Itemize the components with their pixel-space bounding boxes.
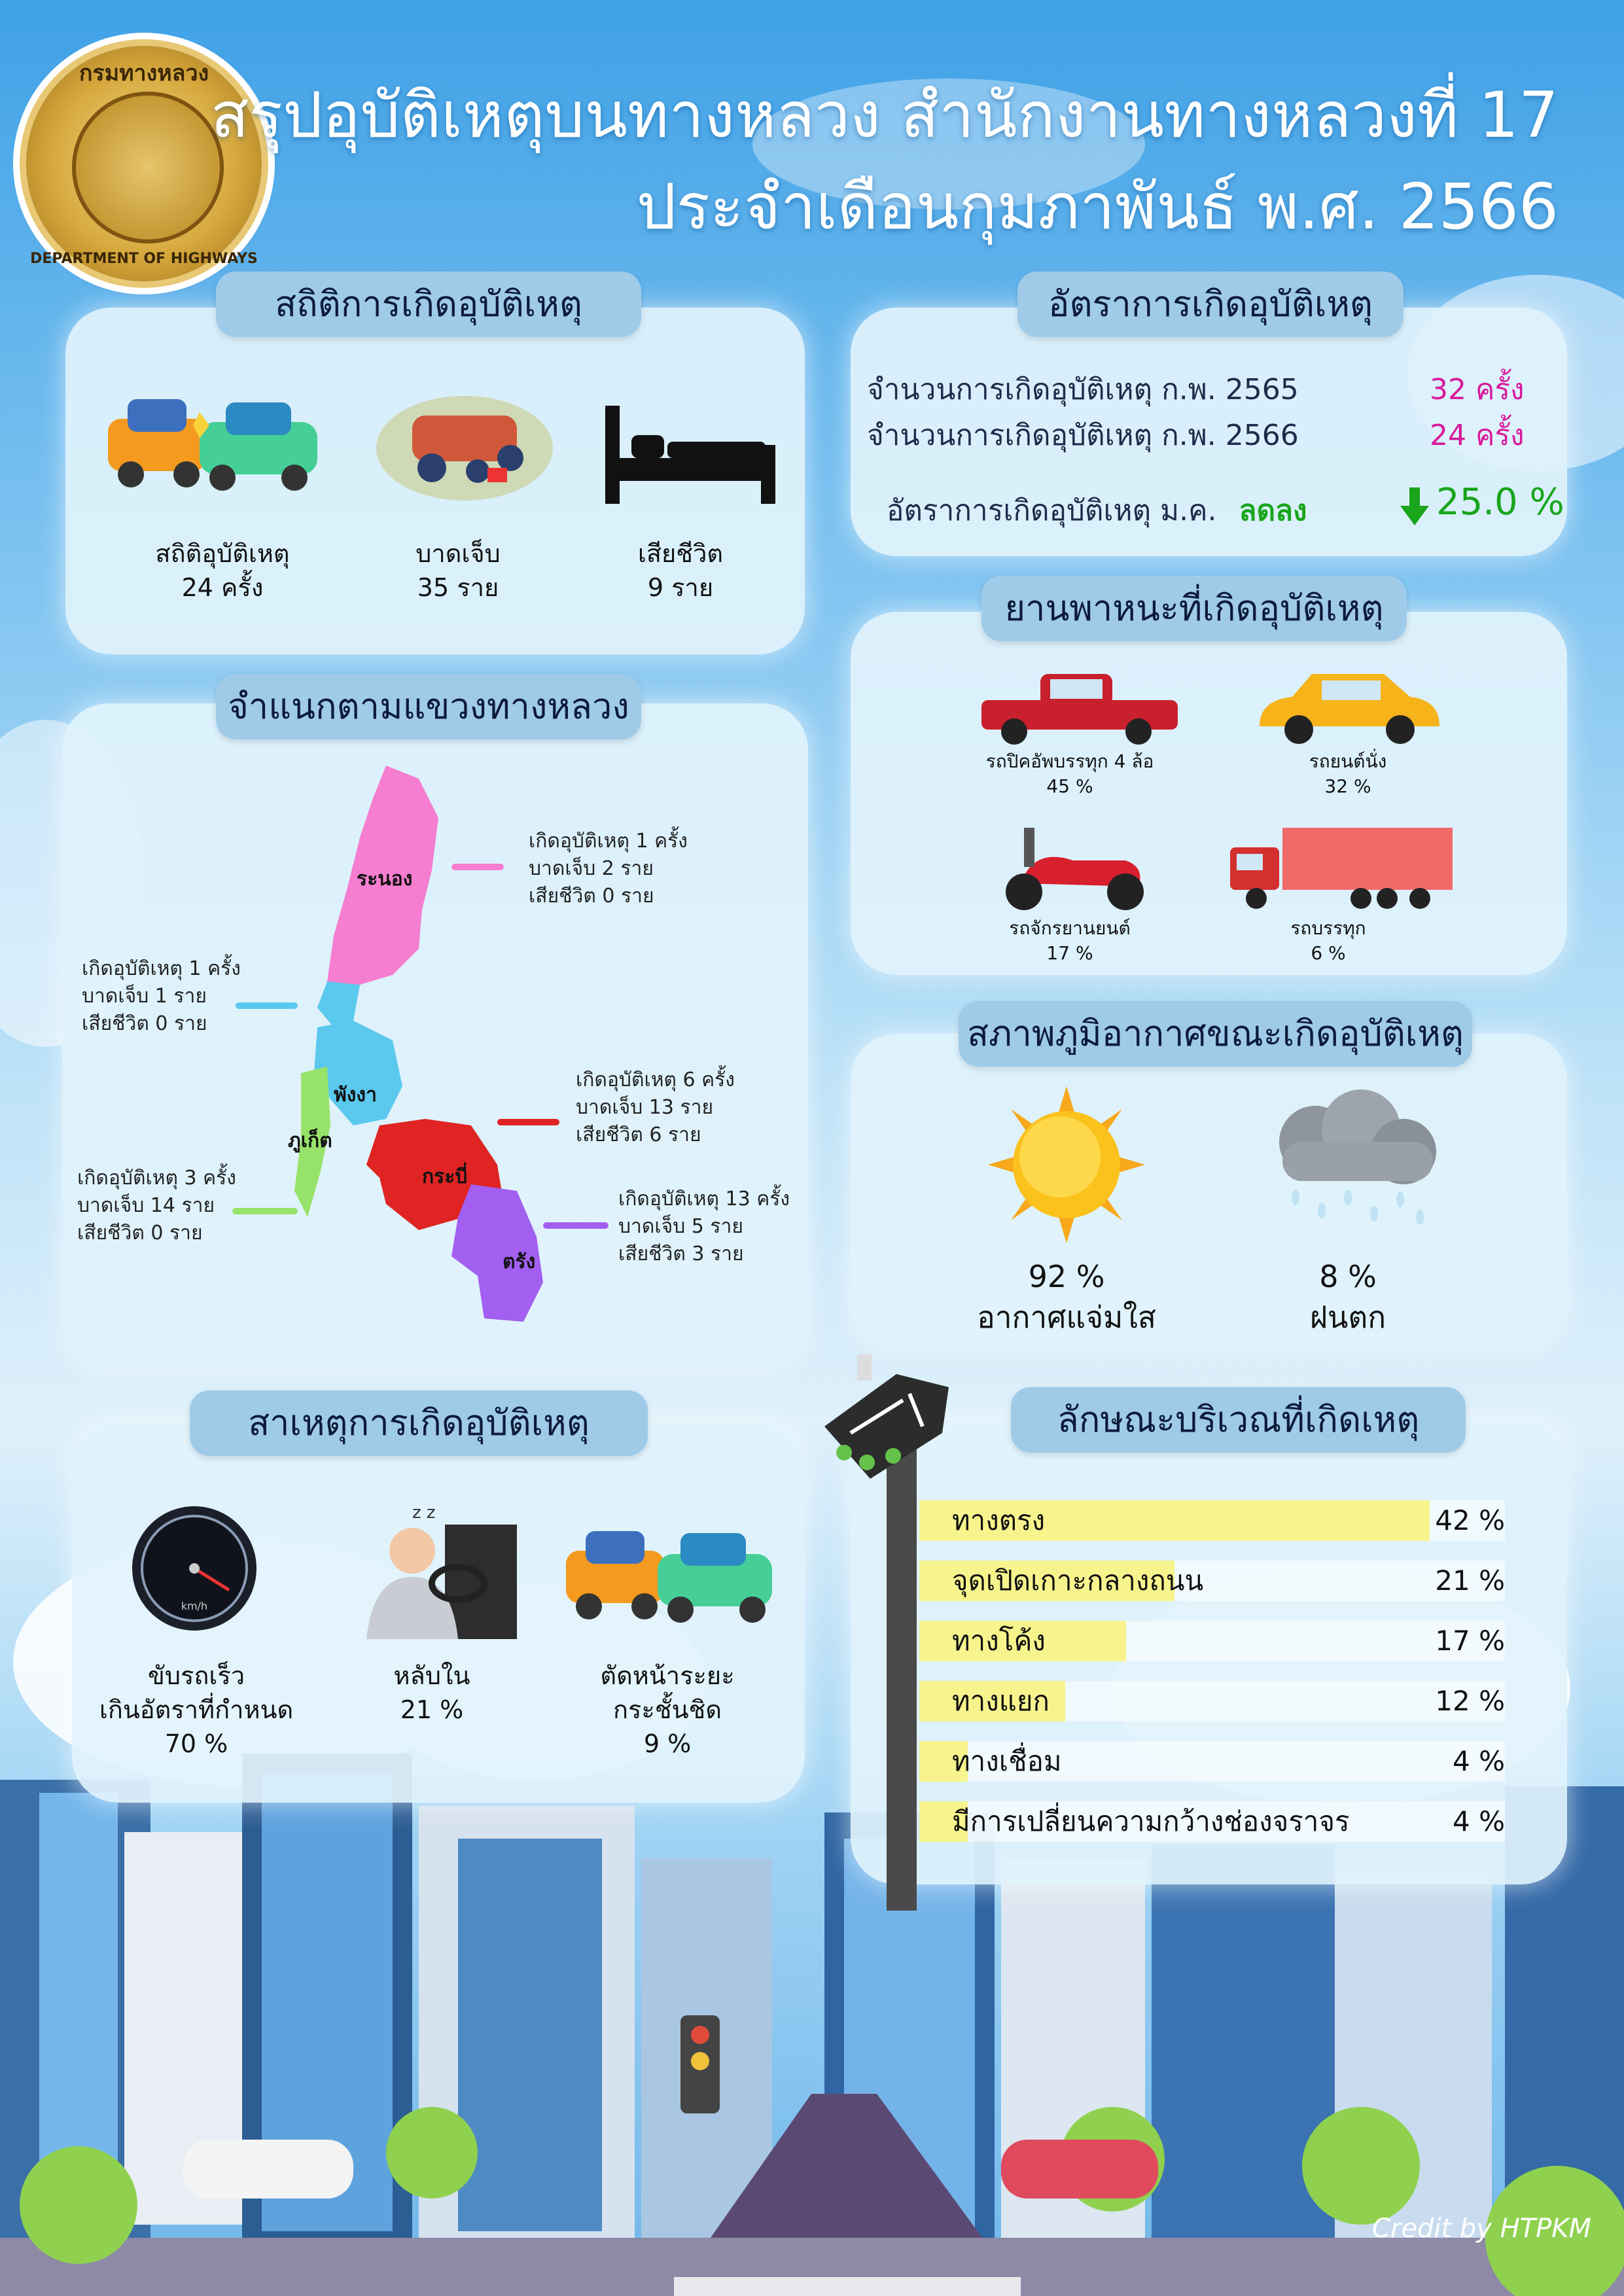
vehicle-motorcycle [959, 916, 1181, 966]
cause-pct: 21 % [400, 1695, 464, 1724]
rate-row-value: 32 ครั้ง [1430, 373, 1525, 406]
map-label-phuket: ภูเก็ต [288, 1129, 332, 1152]
weather-label: อากาศแจ่มใส [977, 1299, 1156, 1335]
cause-label: เกินอัตราที่กำหนด [99, 1695, 294, 1724]
phang-nga-north-region [317, 981, 360, 1027]
rate-summary-value: 25.0 % [1436, 481, 1564, 523]
location-bar-row [919, 1500, 1505, 1541]
down-arrow-icon [1400, 487, 1429, 525]
location-bar-pct: 42 % [1435, 1504, 1505, 1536]
note-line: เสียชีวิต 0 ราย [77, 1222, 203, 1245]
location-bar-label: จุดเปิดเกาะกลางถนน [952, 1564, 1204, 1597]
weather-clear [936, 1256, 1197, 1337]
rate-summary-label: อัตราการเกิดอุบัติเหตุ ม.ค. [887, 494, 1217, 527]
note-krabi [576, 1067, 735, 1149]
location-bar-pct: 4 % [1453, 1805, 1505, 1837]
location-bar-pct: 17 % [1435, 1625, 1505, 1657]
location-bar-row [919, 1801, 1505, 1842]
cause-pct: 70 % [164, 1729, 228, 1758]
note-line: เสียชีวิต 0 ราย [529, 885, 654, 908]
pickup-truck-icon [981, 667, 1178, 746]
vehicle-pickup [959, 749, 1181, 799]
logo-text-top: กรมทางหลวง [79, 60, 209, 86]
rate-summary-trend: ลดลง [1239, 494, 1307, 527]
weather-title: สภาพภูมิอากาศขณะเกิดอุบัติเหตุ [959, 1001, 1472, 1067]
location-bar-label: ทางโค้ง [952, 1625, 1046, 1657]
note-line: เกิดอุบัติเหตุ 3 ครั้ง [77, 1167, 236, 1190]
cause-cut-off [563, 1659, 772, 1761]
rate-row-label: จำนวนการเกิดอุบัติเหตุ ก.พ. 2565 [867, 373, 1299, 406]
note-line: เกิดอุบัติเหตุ 1 ครั้ง [82, 957, 241, 980]
rate-row-2565 [867, 366, 1299, 412]
speedometer-unit: km/h [181, 1600, 208, 1612]
note-trang [618, 1186, 790, 1268]
speedometer-icon [131, 1505, 258, 1633]
stat-injured [353, 537, 563, 605]
note-line: เสียชีวิต 6 ราย [576, 1123, 701, 1146]
injured-people-icon [373, 386, 556, 504]
motorcycle-icon [995, 821, 1152, 913]
weather-pct: 92 % [1028, 1259, 1105, 1294]
arrow-icon [232, 1208, 298, 1214]
stat-injured-value: 35 ราย [417, 573, 499, 602]
map-label-krabi: กระบี่ [422, 1165, 468, 1188]
page-title-line1: สรุปอุบัติเหตุบนทางหลวง สำนักงานทางหลวงที่ 17 [210, 79, 1559, 152]
sedan-car-icon [1253, 664, 1443, 746]
cause-sleeping [327, 1659, 537, 1727]
map-label-trang: ตรัง [503, 1250, 536, 1273]
logo-text-bottom: DEPARTMENT OF HIGHWAYS [30, 251, 258, 267]
vehicle-pct: 45 % [1046, 775, 1093, 797]
note-line: บาดเจ็บ 14 ราย [77, 1194, 215, 1217]
cause-label: ขับรถเร็ว [147, 1661, 245, 1690]
vehicles-title: ยานพาหนะที่เกิดอุบัติเหตุ [981, 576, 1407, 641]
stat-injured-label: บาดเจ็บ [415, 539, 501, 568]
vehicle-pct: 32 % [1324, 775, 1371, 797]
note-line: เสียชีวิต 3 ราย [618, 1243, 744, 1265]
cause-label: กระชั้นชิด [612, 1695, 722, 1724]
stats-title: สถิติการเกิดอุบัติเหตุ [216, 272, 641, 337]
truck-icon [1230, 828, 1453, 913]
arrow-icon [543, 1222, 609, 1229]
note-line: เกิดอุบัติเหตุ 13 ครั้ง [618, 1188, 790, 1210]
sleeping-z-mark: z z [412, 1503, 436, 1523]
vehicle-label: รถยนต์นั่ง [1309, 751, 1387, 772]
map-label-phang-nga: พังงา [334, 1084, 377, 1106]
bed-icon [605, 406, 775, 504]
note-line: เสียชีวิต 0 ราย [82, 1012, 207, 1035]
locations-title: ลักษณะบริเวณที่เกิดเหตุ [1011, 1387, 1466, 1453]
emblem-icon [72, 92, 224, 243]
stat-accidents [118, 537, 327, 605]
vehicle-truck [1217, 916, 1439, 966]
arrow-icon [497, 1119, 559, 1125]
weather-label: ฝนตก [1309, 1299, 1386, 1335]
location-bar-label: มีการเปลี่ยนความกว้างช่องจราจร [952, 1805, 1350, 1837]
note-line: เกิดอุบัติเหตุ 6 ครั้ง [576, 1069, 735, 1091]
note-phuket [77, 1165, 236, 1247]
sleeping-driver-icon [314, 1498, 517, 1639]
note-line: เกิดอุบัติเหตุ 1 ครั้ง [529, 830, 688, 853]
vehicle-label: รถบรรทุก [1290, 917, 1366, 939]
cause-label: หลับใน [393, 1661, 470, 1690]
location-bar-row [919, 1561, 1505, 1601]
note-line: บาดเจ็บ 13 ราย [576, 1096, 714, 1119]
rate-title: อัตราการเกิดอุบัติเหตุ [1017, 272, 1403, 337]
location-bar-row [919, 1681, 1505, 1722]
car-crash-icon [101, 386, 324, 497]
weather-rain [1217, 1256, 1479, 1337]
vehicle-pct: 6 % [1311, 942, 1346, 964]
car-crash-icon [559, 1515, 775, 1629]
vehicle-sedan [1237, 749, 1459, 799]
note-phang-nga [82, 955, 241, 1038]
note-line: บาดเจ็บ 2 ราย [529, 857, 654, 880]
vehicle-pct: 17 % [1046, 942, 1093, 964]
map-label-ranong: ระนอง [357, 868, 413, 891]
location-bar-pct: 12 % [1435, 1685, 1505, 1717]
location-bar-pct: 21 % [1435, 1564, 1505, 1597]
rate-row-value: 24 ครั้ง [1430, 419, 1525, 452]
arrow-icon [451, 864, 504, 870]
cause-speeding [79, 1659, 314, 1761]
note-line: บาดเจ็บ 1 ราย [82, 985, 207, 1008]
stat-deaths [576, 537, 785, 605]
cause-label: ตัดหน้าระยะ [600, 1661, 735, 1690]
location-bar-row [919, 1621, 1505, 1661]
note-line: บาดเจ็บ 5 ราย [618, 1215, 743, 1238]
location-bar-pct: 4 % [1453, 1745, 1505, 1777]
note-ranong [529, 828, 688, 910]
weather-pct: 8 % [1319, 1259, 1377, 1294]
rain-cloud-icon [1256, 1089, 1446, 1233]
credit-text: Credit by HTPKM [1371, 2214, 1591, 2244]
arrow-icon [236, 1002, 298, 1009]
location-bar-row [919, 1741, 1505, 1782]
location-bar-label: ทางตรง [952, 1504, 1046, 1536]
stat-deaths-value: 9 ราย [647, 573, 714, 602]
stat-accidents-label: สถิติอุบัติเหตุ [155, 539, 290, 568]
districts-title: จำแนกตามแขวงทางหลวง [216, 674, 641, 739]
stat-deaths-label: เสียชีวิต [637, 539, 724, 568]
rate-row-2566 [867, 412, 1299, 458]
cause-pct: 9 % [643, 1729, 692, 1758]
stat-accidents-value: 24 ครั้ง [181, 573, 264, 602]
location-bar-label: ทางแยก [952, 1685, 1050, 1717]
causes-title: สาเหตุการเกิดอุบัติเหตุ [190, 1390, 648, 1456]
page-title-line2: ประจำเดือนกุมภาพันธ์ พ.ศ. 2566 [636, 170, 1559, 243]
vehicle-label: รถปิคอัพบรรทุก 4 ล้อ [985, 751, 1154, 772]
sun-icon [988, 1086, 1145, 1243]
location-bar-label: ทางเชื่อม [952, 1745, 1062, 1777]
vehicle-label: รถจักรยานยนต์ [1009, 917, 1131, 939]
rate-summary [887, 487, 1307, 533]
rate-row-label: จำนวนการเกิดอุบัติเหตุ ก.พ. 2566 [867, 419, 1299, 452]
